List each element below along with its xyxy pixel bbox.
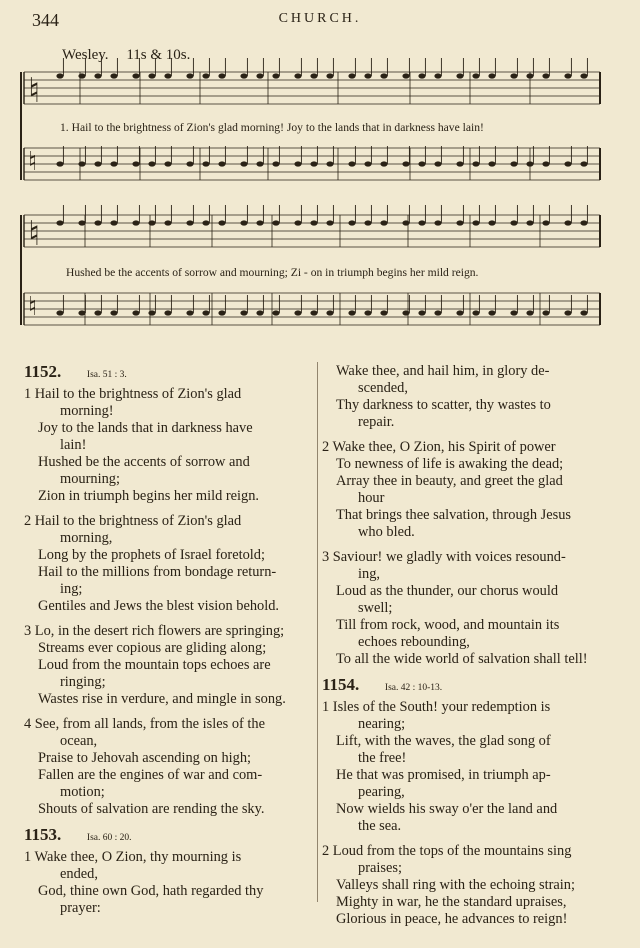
verse-line: To all the wide world of salvation shall tell!: [336, 651, 588, 667]
notehead: [294, 161, 301, 166]
stanza-gap: [322, 835, 608, 843]
notehead: [434, 161, 441, 166]
verse-line: swell;: [358, 600, 393, 616]
verse-line: 3 Saviour! we gladly with voices resound-: [322, 549, 566, 565]
notehead: [202, 220, 209, 225]
clef-icon: ♮: [28, 292, 38, 322]
hymn-1152-heading: [24, 363, 310, 384]
notehead: [418, 73, 425, 78]
notehead: [218, 73, 225, 78]
notehead: [310, 310, 317, 315]
notehead: [148, 310, 155, 315]
notehead: [240, 220, 247, 225]
verse-line: God, thine own God, hath regarded thy: [38, 883, 264, 899]
verse-line: ended,: [60, 866, 98, 882]
notehead: [240, 161, 247, 166]
notehead: [94, 310, 101, 315]
verse-line: 2 Wake thee, O Zion, his Spirit of power: [322, 439, 556, 455]
verse-line: Streams ever copious are gliding along;: [38, 640, 267, 656]
notehead: [380, 220, 387, 225]
verse-line: mourning;: [60, 471, 120, 487]
notehead: [326, 310, 333, 315]
stanza-gap: [322, 541, 608, 549]
notehead: [456, 310, 463, 315]
notehead: [186, 220, 193, 225]
notehead: [256, 161, 263, 166]
notehead: [256, 73, 263, 78]
verse-line: Array thee in beauty, and greet the glad: [336, 473, 563, 489]
verse-line: Long by the prophets of Israel foretold;: [38, 547, 265, 563]
verse-line: scended,: [358, 380, 408, 396]
verse-line: He that was promised, in triumph ap-: [336, 767, 551, 783]
notehead: [272, 73, 279, 78]
notehead: [164, 220, 171, 225]
clef-icon: ♮: [28, 71, 41, 111]
verse-line: Gentiles and Jews the blest vision behold.: [38, 598, 280, 614]
notehead: [132, 220, 139, 225]
notehead: [380, 161, 387, 166]
notehead: [526, 310, 533, 315]
verse-line: Valleys shall ring with the echoing strain;: [336, 877, 575, 893]
verse-line: 2 Hail to the brightness of Zion's glad: [24, 513, 242, 529]
notehead: [418, 161, 425, 166]
verse-line: Glorious in peace, he advances to reign!: [336, 911, 568, 927]
right-column: [322, 363, 608, 928]
hymn-1152-text: [24, 386, 310, 818]
verse-line: Hushed be the accents of sorrow and: [38, 454, 250, 470]
notehead: [364, 73, 371, 78]
notehead: [580, 220, 587, 225]
hymn-number: 1154.: [322, 675, 360, 694]
tune-meter: 11s & 10s.: [126, 47, 191, 63]
notehead: [472, 73, 479, 78]
notehead: [164, 161, 171, 166]
verse-line: 3 Lo, in the desert rich flowers are springing;: [24, 623, 285, 639]
notehead: [472, 310, 479, 315]
notehead: [78, 73, 85, 78]
scripture-reference: Isa. 42 : 10-13.: [384, 683, 443, 693]
verse-line: To newness of life is awaking the dead;: [336, 456, 564, 472]
verse-line: lain!: [60, 437, 87, 453]
verse-line: the free!: [358, 750, 407, 766]
notehead: [348, 310, 355, 315]
tune-name: Wesley.: [62, 47, 109, 63]
verse-line: ing;: [60, 581, 83, 597]
notehead: [202, 73, 209, 78]
notehead: [364, 220, 371, 225]
notehead: [564, 161, 571, 166]
stanza-gap: [24, 505, 310, 513]
notehead: [310, 220, 317, 225]
verse-line: Thy darkness to scatter, thy wastes to: [336, 397, 551, 413]
notehead: [542, 220, 549, 225]
music-score: [0, 0, 640, 350]
notehead: [294, 310, 301, 315]
notehead: [132, 310, 139, 315]
notehead: [164, 310, 171, 315]
verse-line: 1 Hail to the brightness of Zion's glad: [24, 386, 242, 402]
stanza-gap: [24, 615, 310, 623]
verse-line: repair.: [358, 414, 395, 430]
music-lyric-line-1: 1. Hail to the brightness of Zion's glad morning! Joy to the lands that in darkness have lain!: [60, 121, 484, 134]
notehead: [510, 161, 517, 166]
notehead: [240, 73, 247, 78]
music-lyric-line-2: Hushed be the accents of sorrow and mourning; Zi - on in triumph begins her mild reign.: [66, 266, 479, 279]
notehead: [148, 161, 155, 166]
scripture-reference: Isa. 51 : 3.: [86, 370, 127, 380]
notehead: [186, 73, 193, 78]
verse-line: echoes rebounding,: [358, 634, 470, 650]
notehead: [256, 220, 263, 225]
notehead: [326, 161, 333, 166]
notehead: [564, 73, 571, 78]
notehead: [94, 161, 101, 166]
verse-line: Zion in triumph begins her mild reign.: [38, 488, 260, 504]
verse-line: Shouts of salvation are rending the sky.: [38, 801, 265, 817]
verse-line: Lift, with the waves, the glad song of: [336, 733, 551, 749]
notehead: [488, 161, 495, 166]
notehead: [218, 310, 225, 315]
notehead: [434, 310, 441, 315]
verse-line: That brings thee salvation, through Jesus: [336, 507, 572, 523]
clef-icon: ♮: [28, 147, 38, 177]
notehead: [402, 161, 409, 166]
notehead: [56, 310, 63, 315]
running-title: CHURCH.: [278, 11, 362, 26]
verse-line: who bled.: [358, 524, 415, 540]
notehead: [580, 161, 587, 166]
verse-line: Loud as the thunder, our chorus would: [336, 583, 559, 599]
notehead: [326, 220, 333, 225]
verse-line: 2 Loud from the tops of the mountains sing: [322, 843, 572, 859]
notehead: [542, 73, 549, 78]
notehead: [542, 310, 549, 315]
notehead: [348, 161, 355, 166]
notehead: [310, 73, 317, 78]
notehead: [56, 161, 63, 166]
notehead: [164, 73, 171, 78]
notehead: [418, 220, 425, 225]
verse-line: Mighty in war, he the standard upraises,: [336, 894, 567, 910]
notehead: [78, 310, 85, 315]
notehead: [110, 310, 117, 315]
notehead: [218, 161, 225, 166]
hymn-1154-heading: [322, 676, 608, 697]
hymn-1153-text-continued: [322, 363, 608, 668]
notehead: [434, 73, 441, 78]
notehead: [256, 310, 263, 315]
verse-line: nearing;: [358, 716, 406, 732]
notehead: [526, 220, 533, 225]
verse-line: ringing;: [60, 674, 106, 690]
page-number: 344: [32, 10, 59, 30]
notehead: [472, 161, 479, 166]
verse-line: Hail to the millions from bondage return-: [38, 564, 277, 580]
verse-line: praises;: [358, 860, 402, 876]
notehead: [580, 310, 587, 315]
stanza-gap: [24, 708, 310, 716]
notehead: [186, 310, 193, 315]
verse-line: 4 See, from all lands, from the isles of the: [24, 716, 265, 732]
notehead: [348, 73, 355, 78]
notehead: [380, 310, 387, 315]
left-column: [24, 363, 310, 917]
verse-line: 1 Isles of the South! your redemption is: [322, 699, 551, 715]
notehead: [380, 73, 387, 78]
verse-line: morning!: [60, 403, 114, 419]
verse-line: hour: [358, 490, 385, 506]
notehead: [110, 220, 117, 225]
notehead: [132, 161, 139, 166]
notehead: [364, 310, 371, 315]
notehead: [186, 161, 193, 166]
hymn-1153-heading: [24, 826, 310, 847]
notehead: [510, 310, 517, 315]
notehead: [272, 220, 279, 225]
verse-line: motion;: [60, 784, 105, 800]
verse-line: Joy to the lands that in darkness have: [38, 420, 253, 436]
notehead: [272, 161, 279, 166]
notehead: [132, 73, 139, 78]
verse-line: Till from rock, wood, and mountain its: [336, 617, 560, 633]
scripture-reference: Isa. 60 : 20.: [86, 833, 132, 843]
notehead: [488, 220, 495, 225]
verse-line: Fallen are the engines of war and com-: [38, 767, 263, 783]
notehead: [488, 310, 495, 315]
notehead: [110, 161, 117, 166]
notehead: [202, 310, 209, 315]
notehead: [148, 220, 155, 225]
verse-line: Praise to Jehovah ascending on high;: [38, 750, 252, 766]
notehead: [326, 73, 333, 78]
column-divider: [317, 362, 318, 902]
clef-icon: ♮: [28, 214, 41, 254]
notehead: [110, 73, 117, 78]
notehead: [56, 220, 63, 225]
verse-line: Loud from the mountain tops echoes are: [38, 657, 271, 673]
verse-line: morning,: [60, 530, 113, 546]
notehead: [364, 161, 371, 166]
notehead: [294, 73, 301, 78]
notehead: [488, 73, 495, 78]
hymn-number: 1153.: [24, 825, 62, 844]
notehead: [510, 220, 517, 225]
hymn-1153-text-start: [24, 849, 310, 917]
notehead: [564, 310, 571, 315]
notehead: [526, 161, 533, 166]
verse-line: ocean,: [60, 733, 98, 749]
notehead: [94, 73, 101, 78]
notehead: [472, 220, 479, 225]
notehead: [148, 73, 155, 78]
notehead: [310, 161, 317, 166]
notehead: [78, 161, 85, 166]
notehead: [402, 73, 409, 78]
notehead: [78, 220, 85, 225]
hymn-number: 1152.: [24, 362, 62, 381]
notehead: [580, 73, 587, 78]
verse-line: 1 Wake thee, O Zion, thy mourning is: [24, 849, 242, 865]
notehead: [218, 220, 225, 225]
notehead: [94, 220, 101, 225]
notehead: [510, 73, 517, 78]
stanza-gap: [322, 431, 608, 439]
notehead: [202, 161, 209, 166]
notehead: [348, 220, 355, 225]
notehead: [402, 310, 409, 315]
notehead: [456, 220, 463, 225]
hymn-1154-text: [322, 699, 608, 928]
verse-line: pearing,: [358, 784, 405, 800]
notehead: [456, 161, 463, 166]
verse-line: Wastes rise in verdure, and mingle in song.: [38, 691, 286, 707]
notehead: [542, 161, 549, 166]
notehead: [240, 310, 247, 315]
notehead: [56, 73, 63, 78]
notehead: [434, 220, 441, 225]
notehead: [294, 220, 301, 225]
notehead: [526, 73, 533, 78]
notehead: [564, 220, 571, 225]
notehead: [272, 310, 279, 315]
verse-line: prayer:: [60, 900, 101, 916]
verse-line: Now wields his sway o'er the land and: [336, 801, 558, 817]
verse-line: Wake thee, and hail him, in glory de-: [336, 363, 550, 379]
notehead: [402, 220, 409, 225]
notehead: [418, 310, 425, 315]
verse-line: the sea.: [358, 818, 402, 834]
verse-line: ing,: [358, 566, 380, 582]
notehead: [456, 73, 463, 78]
